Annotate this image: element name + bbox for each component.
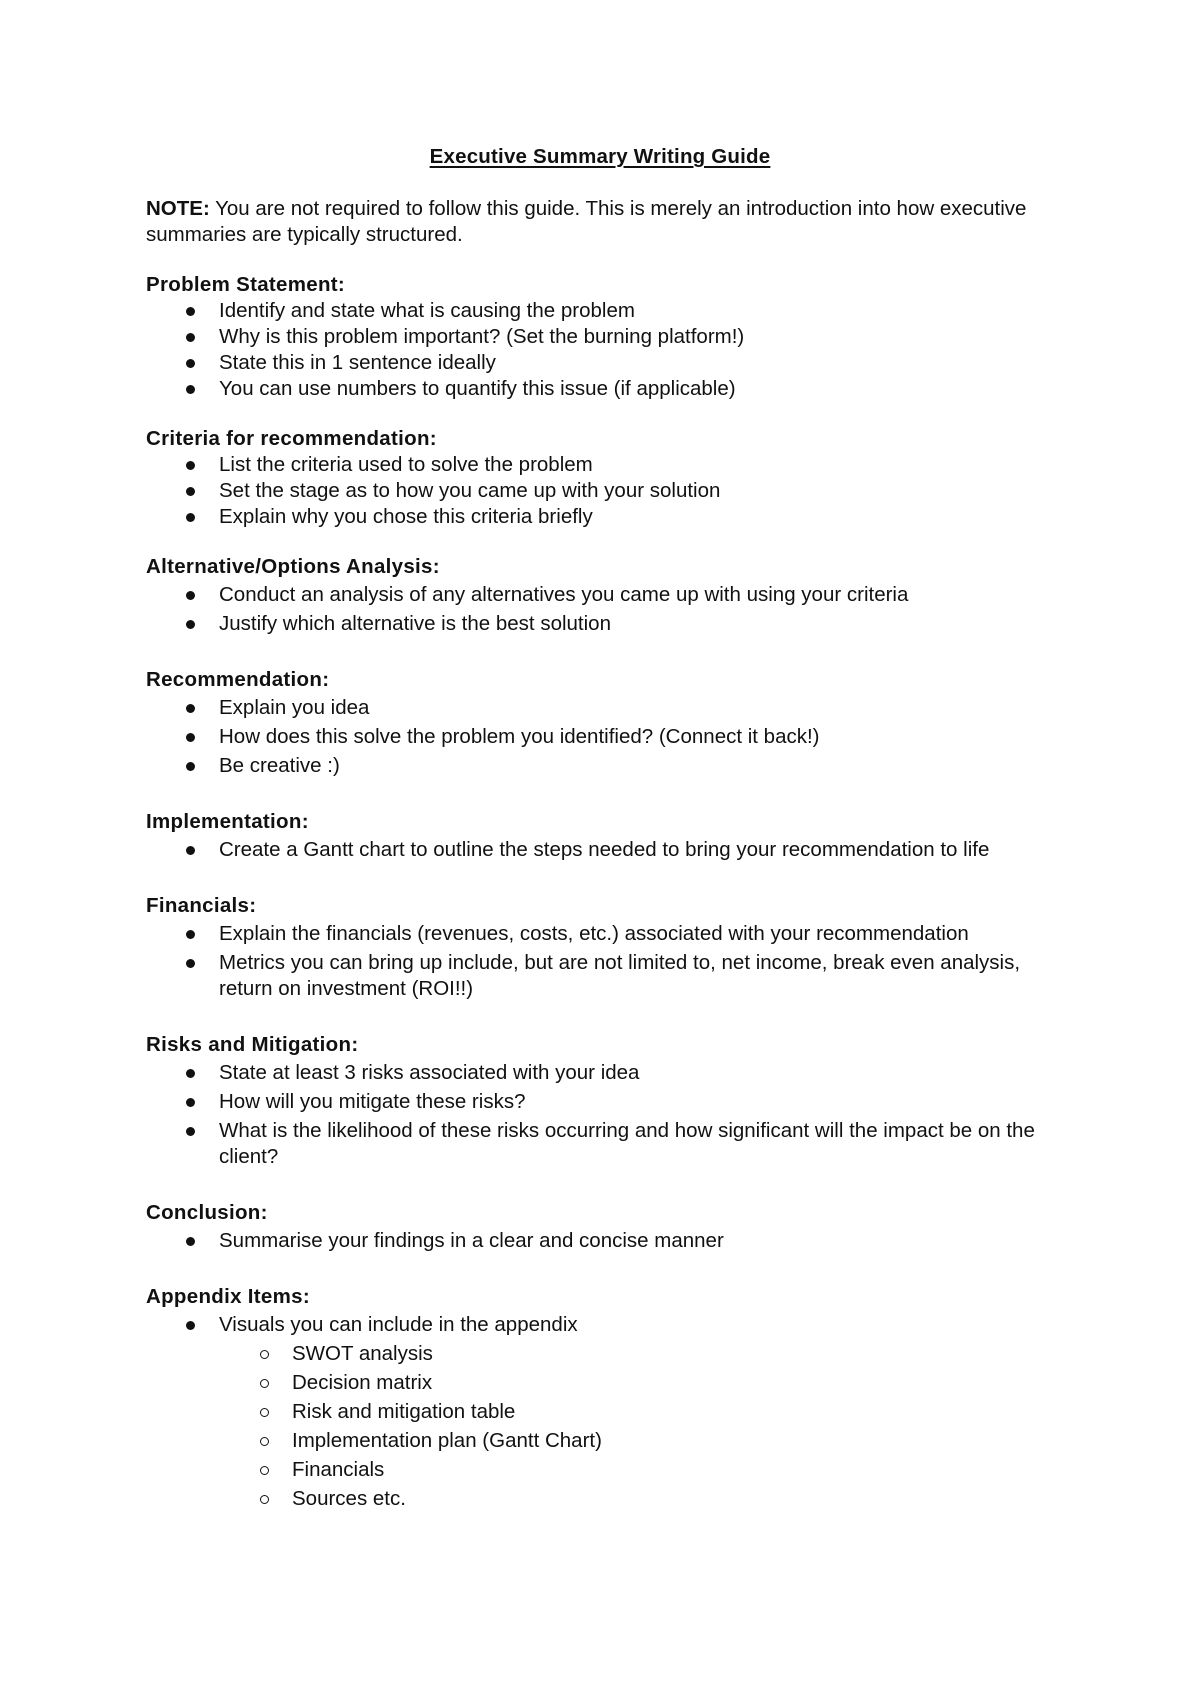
sub-list-item-text: Sources etc.: [292, 1487, 406, 1510]
bullet-dot-icon: [186, 846, 195, 855]
list-item: [146, 1060, 1076, 1086]
list-item: [146, 1118, 1076, 1170]
section-heading: Risks and Mitigation:: [146, 1033, 359, 1056]
list-item-text: State this in 1 sentence ideally: [219, 351, 496, 374]
list-item: [146, 921, 1076, 947]
bullet-dot-icon: [186, 620, 195, 629]
bullet-ring-icon: [260, 1350, 269, 1359]
sub-list-item-text: SWOT analysis: [292, 1342, 433, 1365]
list-item: [146, 1312, 1076, 1512]
note-paragraph: [146, 196, 1076, 248]
list-item-text: Metrics you can bring up include, but are not limited to, net income, break even analysis, return on investment (ROI!!): [219, 951, 1021, 1000]
bullet-dot-icon: [186, 307, 195, 316]
list-item: [146, 350, 1076, 376]
list-item-text: Set the stage as to how you came up with your solution: [219, 479, 721, 502]
section-financials: [146, 893, 1076, 1002]
list-item: [146, 1228, 1076, 1254]
list-item: [146, 504, 1076, 530]
section-heading: Financials:: [146, 894, 257, 917]
bullet-dot-icon: [186, 762, 195, 771]
list-item: [146, 298, 1076, 324]
bullet-ring-icon: [260, 1379, 269, 1388]
list-item: [146, 753, 1076, 779]
sub-list-item-text: Decision matrix: [292, 1371, 433, 1394]
note-text: You are not required to follow this guide. This is merely an introduction into how executive summaries are typically structured.: [146, 197, 1027, 246]
list-item: [146, 376, 1076, 402]
sub-list-item-text: Risk and mitigation table: [292, 1400, 516, 1423]
list-item: [146, 950, 1076, 1002]
list-item: [146, 724, 1076, 750]
bullet-dot-icon: [186, 1069, 195, 1078]
section-implementation: [146, 809, 1076, 863]
bullet-ring-icon: [260, 1437, 269, 1446]
sub-list-item: [219, 1428, 1076, 1454]
list-item: [146, 1089, 1076, 1115]
bullet-dot-icon: [186, 1237, 195, 1246]
section-heading: Problem Statement:: [146, 273, 346, 296]
bullet-dot-icon: [186, 513, 195, 522]
section-problem-statement: [146, 272, 1076, 402]
list-item-text: Summarise your findings in a clear and concise manner: [219, 1229, 724, 1252]
bullet-dot-icon: [186, 333, 195, 342]
sub-list-item-text: Implementation plan (Gantt Chart): [292, 1429, 602, 1452]
section-recommendation: [146, 667, 1076, 779]
list-item: [146, 324, 1076, 350]
section-criteria: [146, 426, 1076, 530]
section-heading: Alternative/Options Analysis:: [146, 555, 440, 578]
list-item-text: Explain why you chose this criteria briefly: [219, 505, 593, 528]
list-item-text: Explain you idea: [219, 696, 370, 719]
bullet-dot-icon: [186, 487, 195, 496]
bullet-dot-icon: [186, 359, 195, 368]
list-item-text: You can use numbers to quantify this issue (if applicable): [219, 377, 736, 400]
bullet-dot-icon: [186, 1127, 195, 1136]
section-appendix: [146, 1284, 1076, 1512]
bullet-dot-icon: [186, 385, 195, 394]
list-item-text: List the criteria used to solve the problem: [219, 453, 593, 476]
bullet-dot-icon: [186, 959, 195, 968]
list-item-text: How does this solve the problem you identified? (Connect it back!): [219, 725, 820, 748]
document-body: [146, 196, 1076, 1536]
section-heading: Recommendation:: [146, 668, 330, 691]
list-item: [146, 837, 1076, 863]
section-heading: Conclusion:: [146, 1201, 268, 1224]
document-title: Executive Summary Writing Guide: [429, 145, 771, 168]
list-item: [146, 582, 1076, 608]
bullet-dot-icon: [186, 930, 195, 939]
section-heading: Implementation:: [146, 810, 309, 833]
list-item-text: Justify which alternative is the best solution: [219, 612, 611, 635]
section-conclusion: [146, 1200, 1076, 1254]
section-alternatives: [146, 554, 1076, 637]
list-item-text: State at least 3 risks associated with your idea: [219, 1061, 640, 1084]
bullet-ring-icon: [260, 1408, 269, 1417]
list-item-text: Create a Gantt chart to outline the steps needed to bring your recommendation to life: [219, 838, 990, 861]
bullet-dot-icon: [186, 704, 195, 713]
section-risks: [146, 1032, 1076, 1170]
sub-list-item: [219, 1370, 1076, 1396]
sub-list-item: [219, 1399, 1076, 1425]
bullet-ring-icon: [260, 1466, 269, 1475]
list-item: [146, 452, 1076, 478]
list-item-text: Conduct an analysis of any alternatives you came up with using your criteria: [219, 583, 909, 606]
list-item-text: How will you mitigate these risks?: [219, 1090, 526, 1113]
section-heading: Criteria for recommendation:: [146, 427, 437, 450]
list-item-text: Identify and state what is causing the problem: [219, 299, 635, 322]
bullet-dot-icon: [186, 1098, 195, 1107]
list-item: [146, 611, 1076, 637]
list-item: [146, 478, 1076, 504]
sub-list-item-text: Financials: [292, 1458, 385, 1481]
note-label: NOTE:: [146, 197, 210, 220]
sub-list-item: [219, 1457, 1076, 1483]
list-item: [146, 695, 1076, 721]
bullet-dot-icon: [186, 461, 195, 470]
bullet-dot-icon: [186, 591, 195, 600]
list-item-text: Be creative :): [219, 754, 340, 777]
list-item-text: Explain the financials (revenues, costs, etc.) associated with your recommendation: [219, 922, 969, 945]
list-item-text: What is the likelihood of these risks occurring and how significant will the impact be on the client?: [219, 1119, 1035, 1168]
sub-list-item: [219, 1486, 1076, 1512]
bullet-dot-icon: [186, 733, 195, 742]
bullet-ring-icon: [260, 1495, 269, 1504]
bullet-dot-icon: [186, 1321, 195, 1330]
sub-list-item: [219, 1341, 1076, 1367]
list-item-text: Why is this problem important? (Set the burning platform!): [219, 325, 745, 348]
list-item-text: Visuals you can include in the appendix: [219, 1313, 578, 1336]
section-heading: Appendix Items:: [146, 1285, 310, 1308]
